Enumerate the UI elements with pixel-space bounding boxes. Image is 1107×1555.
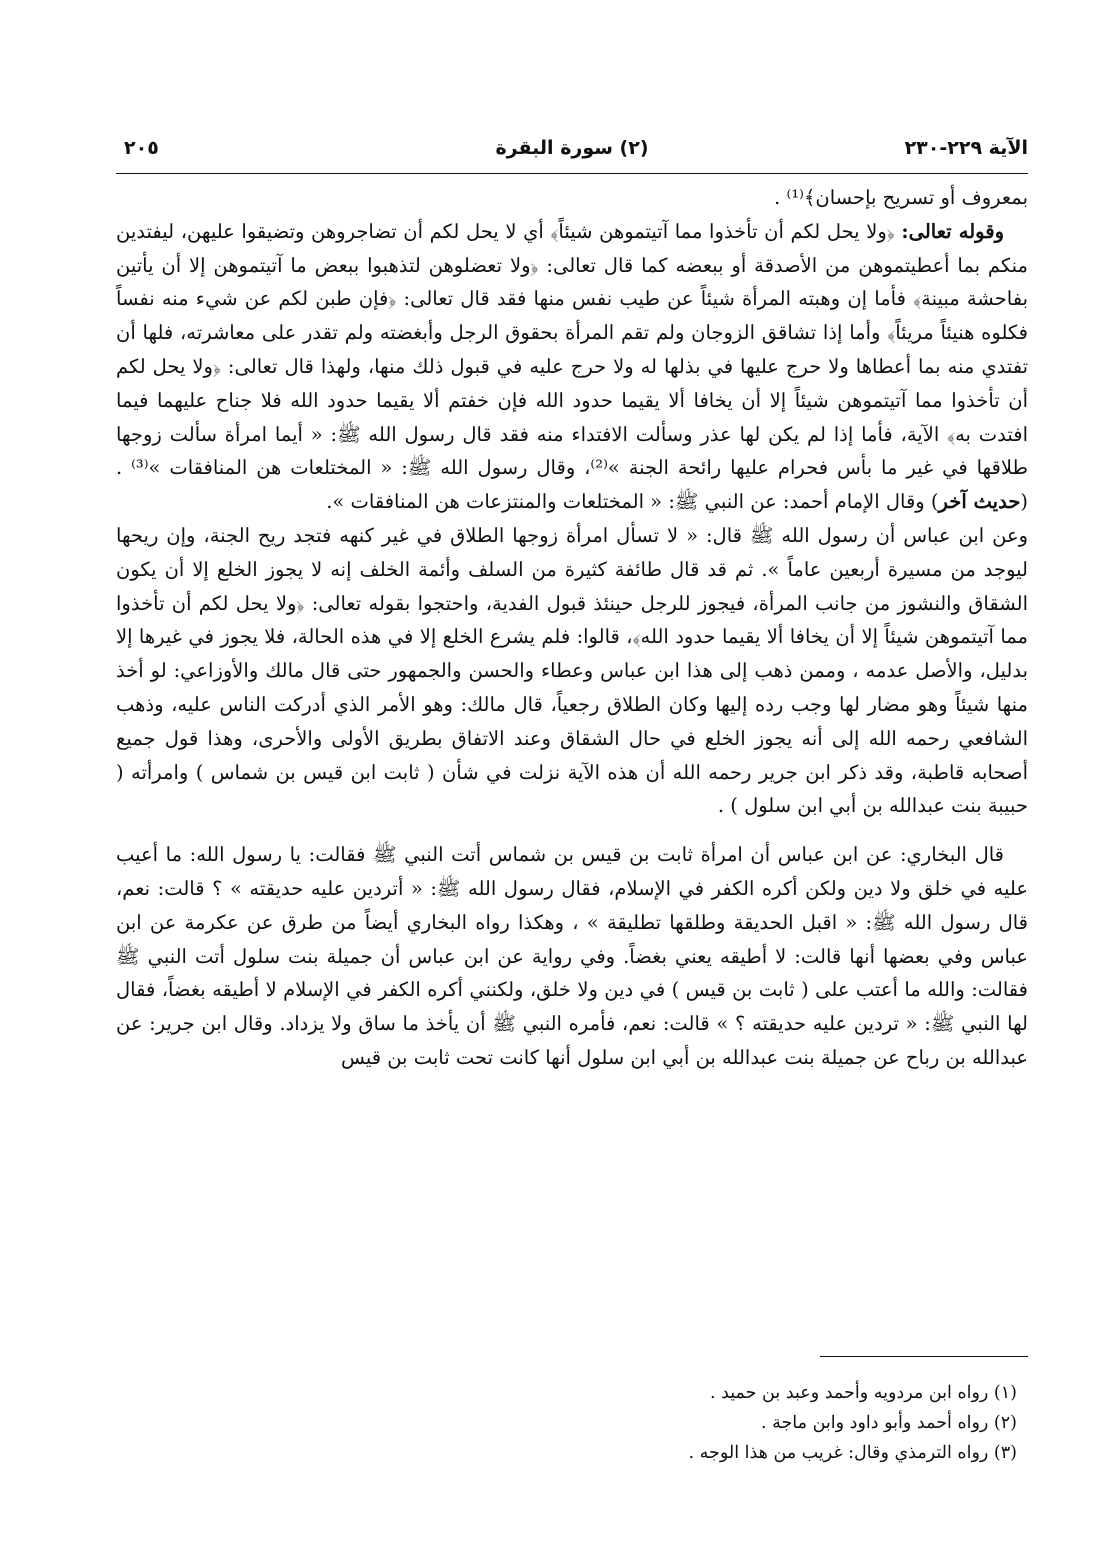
paragraph-2-tail: ) وقال الإمام أحمد: عن النبي ﷺ: « المختلعات والمنتزعات هن المنافقات ».	[326, 490, 939, 514]
hadith-heading: حديث آخر	[938, 490, 1021, 514]
ayah-range: الآية ٢٢٩-٢٣٠	[904, 137, 1028, 159]
surah-title: (٢) سورة البقرة	[495, 137, 649, 159]
footnote-1: (١) رواه ابن مردويه وأحمد وعبد بن حميد .	[709, 1383, 1017, 1403]
paragraph-2	[116, 215, 1028, 519]
paragraph-2-text: ﴿ولا يحل لكم أن تأخذوا مما آتيتموهن شيئاً﴾ أي لا يحل لكم أن تضاجروهن وتضيقوا عليهن، ليفتدين منكم بما أعطيتموهن من الأصدقة أو ببعضه كما قال تعالى: ﴿ولا تعضلوهن لتذهبوا ببعض ما آتيتموهن إلا أن يأتين بفاحشة مبينة﴾ فأما إن وهبته المرأة شيئاً عن طيب نفس منها فقد قال تعالى: ﴿فإن طبن لكم عن شيء منه نفساً فكلوه هنيئاً مريئاً﴾ وأما إذا تشاقق الزوجان ولم تقم المرأة بحقوق الرجل وأبغضته ولم تقدر على معاشرته، فلها أن تفتدي منه بما أعطاها ولا حرج عليها في بذلها له ولا حرج عليه في قبول ذلك منها، ولهذا قال تعالى: ﴿ولا يحل لكم أن تأخذوا مما آتيتموهن شيئاً إلا أن يخافا ألا يقيما حدود الله فإن خفتم ألا يقيما حدود الله فلا جناح عليهما فيما افتدت به﴾ الآية، فأما إذا لم يكن لها عذر وسألت الافتداء منه فقد قال رسول الله ﷺ: « أيما امرأة سألت زوجها طلاقها في غير ما بأس فحرام عليها رائحة الجنة »⁽²⁾، وقال رسول الله ﷺ: « المختلعات هن المنافقات »⁽³⁾ . (	[116, 219, 1028, 514]
paragraph-2-lead: وقوله تعالى:	[901, 219, 1004, 243]
page-number: ٢٠٥	[124, 137, 159, 159]
main-text	[116, 181, 1028, 1075]
page-header	[116, 133, 1028, 174]
footnote-divider	[820, 1356, 1028, 1357]
paragraph-4: قال البخاري: عن ابن عباس أن امرأة ثابت بن قيس بن شماس أتت النبي ﷺ فقالت: يا رسول الله: ما أعيب عليه في خلق ولا دين ولكن أكره الكفر في الإسلام، فقال رسول الله ﷺ: « أتردين عليه حديقته » ؟ قالت: نعم، قال رسول الله ﷺ: « اقبل الحديقة وطلقها تطليقة » ، وهكذا رواه البخاري أيضاً من طرق عن عكرمة عن ابن عباس وفي بعضها أنها قالت: لا أطيقه يعني بغضاً. وفي رواية عن ابن عباس أن جميلة بنت سلول أتت النبي ﷺ فقالت: والله ما أعتب على ( ثابت بن قيس ) في دين ولا خلق، ولكنني أكره الكفر في الإسلام لا أطيقه بغضاً، فقال لها النبي ﷺ: « تردين عليه حديقته ؟ » قالت: نعم، فأمره النبي ﷺ أن يأخذ ما ساق ولا يزداد. وقال ابن جرير: عن عبدالله بن رباح عن جميلة بنت عبدالله بن أبي ابن سلول أنها كانت تحت ثابت بن قيس	[116, 843, 1028, 1069]
paragraph-1: بمعروف أو تسريح بإحسان﴾⁽¹⁾ .	[774, 186, 1028, 209]
footnote-3: (٣) رواه الترمذي وقال: غريب من هذا الوجه .	[688, 1443, 1017, 1463]
footnotes	[116, 1378, 1017, 1468]
footnote-2: (٢) رواه أحمد وأبو داود وابن ماجة .	[760, 1413, 1017, 1433]
paragraph-3: وعن ابن عباس أن رسول الله ﷺ قال: « لا تسأل امرأة زوجها الطلاق في غير كنهه فتجد ريح الجنة، وإن ريحها ليوجد من مسيرة أربعين عاماً ». ثم قد قال طائفة كثيرة من السلف وأئمة الخلف إنه لا يجوز الخلع إلا أن يكون الشقاق والنشوز من جانب المرأة، فيجوز للرجل حينئذ قبول الفدية، واحتجوا بقوله تعالى: ﴿ولا يحل لكم أن تأخذوا مما آتيتموهن شيئاً إلا أن يخافا ألا يقيما حدود الله﴾، قالوا: فلم يشرع الخلع إلا في هذه الحالة، فلا يجوز في غيرها إلا بدليل، والأصل عدمه ، وممن ذهب إلى هذا ابن عباس وعطاء والحسن والجمهور حتى قال مالك والأوزاعي: لو أخذ منها شيئاً وهو مضار لها وجب رده إليها وكان الطلاق رجعياً، قال مالك: وهو الأمر الذي أدركت الناس عليه، وذهب الشافعي رحمه الله إلى أنه يجوز الخلع في حال الشقاق وعند الاتفاق بطريق الأولى والأحرى، وهذا قول جميع أصحابه قاطبة، وقد ذكر ابن جرير رحمه الله أن هذه الآية نزلت في شأن ( ثابت ابن قيس بن شماس ) وامرأته ( حبيبة بنت عبدالله بن أبي ابن سلول ) .	[116, 523, 1028, 818]
